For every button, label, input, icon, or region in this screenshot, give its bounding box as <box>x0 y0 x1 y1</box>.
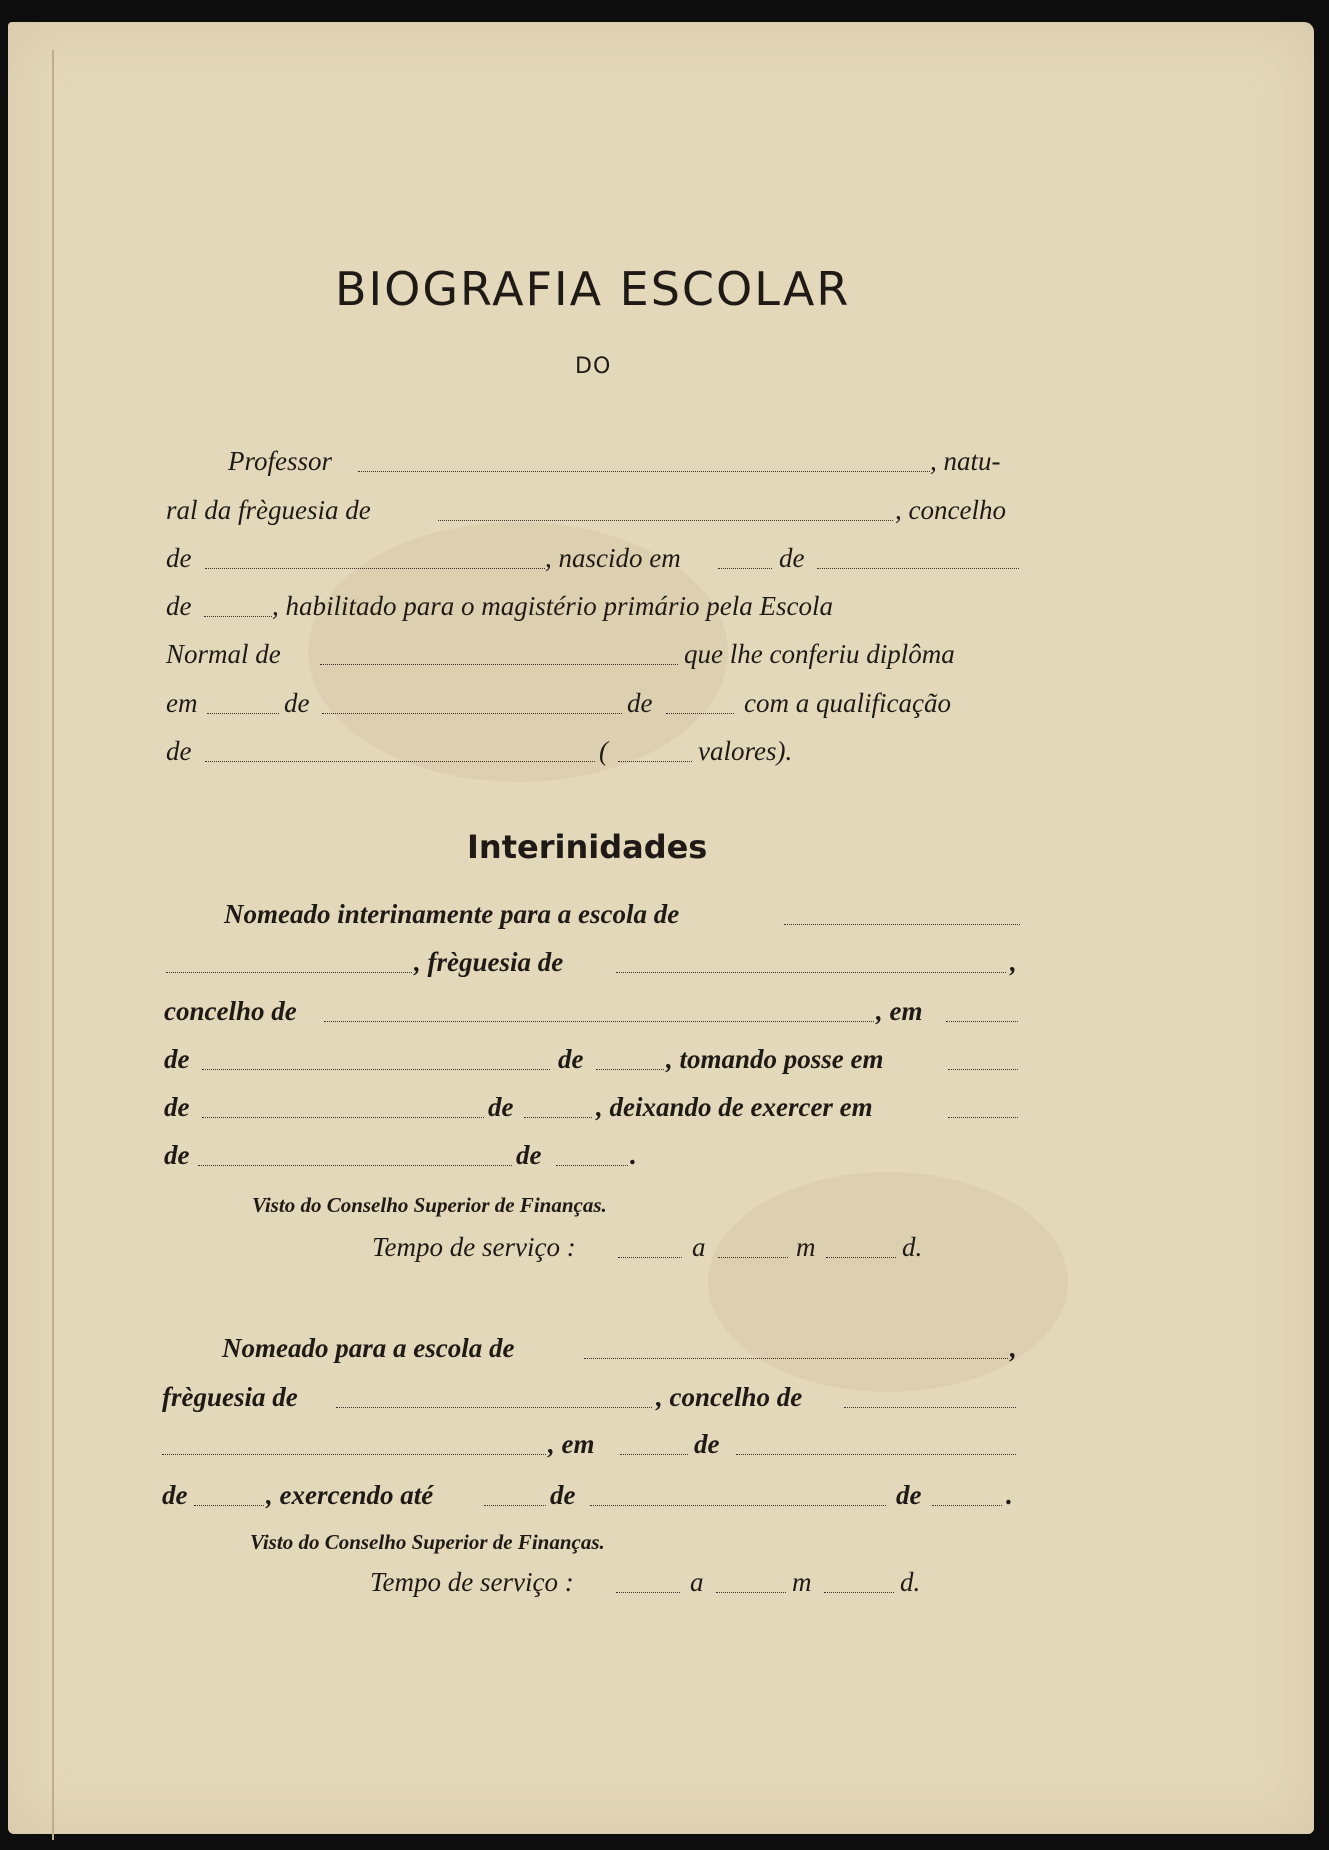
bio-text: ral da frèguesia de <box>166 495 371 525</box>
blank-field[interactable] <box>194 1505 264 1506</box>
blank-field[interactable] <box>198 1165 512 1166</box>
blank-field[interactable] <box>204 616 272 617</box>
bio-text: que lhe conferiu diplôma <box>684 639 955 669</box>
blank-field[interactable] <box>826 1257 896 1258</box>
blank-field[interactable] <box>202 1117 484 1118</box>
blank-field[interactable] <box>716 1592 786 1593</box>
bio-text: de <box>284 688 310 718</box>
blank-field[interactable] <box>202 1069 550 1070</box>
appointment-text: de <box>896 1480 922 1510</box>
blank-field[interactable] <box>358 471 930 472</box>
visto-note: Visto do Conselho Superior de Finanças. <box>250 1530 605 1554</box>
appointment-text: , exercendo até <box>266 1480 434 1510</box>
blank-field[interactable] <box>736 1454 1016 1455</box>
interim-text: de <box>164 1044 190 1074</box>
blank-field[interactable] <box>205 761 595 762</box>
blank-field[interactable] <box>590 1505 886 1506</box>
interim-text: , tomando posse em <box>666 1044 884 1074</box>
bio-text: de <box>166 736 192 766</box>
blank-field[interactable] <box>438 520 893 521</box>
blank-field[interactable] <box>556 1165 628 1166</box>
blank-field[interactable] <box>616 972 1006 973</box>
blank-field[interactable] <box>948 1069 1018 1070</box>
blank-field[interactable] <box>718 568 772 569</box>
blank-field[interactable] <box>324 1021 874 1022</box>
months-label: m <box>792 1567 812 1597</box>
blank-field[interactable] <box>620 1454 688 1455</box>
tempo-servico-label: Tempo de serviço : <box>370 1567 574 1597</box>
section-heading: Interinidades <box>467 828 708 866</box>
appointment-text: , concelho de <box>656 1382 803 1412</box>
appointment-text: de <box>550 1480 576 1510</box>
bio-text: de <box>166 543 192 573</box>
bio-text: , concelho <box>895 495 1006 525</box>
blank-field[interactable] <box>336 1407 652 1408</box>
blank-field[interactable] <box>205 568 545 569</box>
bio-text: ( <box>599 736 608 766</box>
interim-text: , frèguesia de <box>414 947 564 977</box>
blank-field[interactable] <box>618 761 692 762</box>
bio-professor-label: Professor <box>228 446 333 476</box>
blank-field[interactable] <box>584 1358 1008 1359</box>
blank-field[interactable] <box>784 924 1020 925</box>
bio-text: de <box>779 543 805 573</box>
bio-text: Normal de <box>166 639 281 669</box>
appointment-text: de <box>694 1429 720 1459</box>
blank-field[interactable] <box>484 1505 546 1506</box>
interim-text: , em <box>876 996 923 1026</box>
bio-text: com a qualificação <box>744 688 951 718</box>
bio-text: de <box>627 688 653 718</box>
appointment-text: , <box>1010 1333 1017 1363</box>
interim-text: , <box>1010 947 1017 977</box>
days-label: d. <box>902 1232 923 1262</box>
blank-field[interactable] <box>596 1069 664 1070</box>
blank-field[interactable] <box>162 1454 546 1455</box>
bio-text: , nascido em <box>545 543 681 573</box>
years-label: a <box>692 1232 706 1262</box>
bio-text: valores). <box>698 736 793 766</box>
interim-text: . <box>630 1140 637 1170</box>
interim-text: de <box>164 1092 190 1122</box>
years-label: a <box>690 1567 704 1597</box>
document-subtitle: DO <box>575 354 612 379</box>
blank-field[interactable] <box>322 713 622 714</box>
interim-text: concelho de <box>164 996 297 1026</box>
blank-field[interactable] <box>320 664 678 665</box>
blank-field[interactable] <box>718 1257 788 1258</box>
blank-field[interactable] <box>932 1505 1002 1506</box>
months-label: m <box>796 1232 816 1262</box>
interim-text: de <box>488 1092 514 1122</box>
blank-field[interactable] <box>618 1257 682 1258</box>
blank-field[interactable] <box>817 568 1019 569</box>
interim-text: Nomeado interinamente para a escola de <box>224 899 680 929</box>
interim-text: de <box>558 1044 584 1074</box>
blank-field[interactable] <box>166 972 412 973</box>
bio-text: de <box>166 591 192 621</box>
interim-text: de <box>164 1140 190 1170</box>
appointment-text: de <box>162 1480 188 1510</box>
visto-note: Visto do Conselho Superior de Finanças. <box>252 1193 607 1217</box>
appointment-text: , em <box>548 1429 595 1459</box>
blank-field[interactable] <box>666 713 734 714</box>
bio-text: , habilitado para o magistério primário pela Escola <box>272 591 834 621</box>
bio-text: em <box>166 688 198 718</box>
days-label: d. <box>900 1567 921 1597</box>
blank-field[interactable] <box>616 1592 680 1593</box>
interim-text: de <box>516 1140 542 1170</box>
blank-field[interactable] <box>524 1117 592 1118</box>
blank-field[interactable] <box>948 1117 1018 1118</box>
blank-field[interactable] <box>207 713 279 714</box>
blank-field[interactable] <box>946 1021 1018 1022</box>
appointment-text: . <box>1006 1480 1013 1510</box>
interim-text: , deixando de exercer em <box>596 1092 873 1122</box>
blank-field[interactable] <box>844 1407 1016 1408</box>
blank-field[interactable] <box>824 1592 894 1593</box>
bio-text: , natu- <box>930 446 1001 476</box>
document-title: BIOGRAFIA ESCOLAR <box>335 262 851 316</box>
appointment-text: Nomeado para a escola de <box>222 1333 515 1363</box>
appointment-text: frèguesia de <box>162 1382 298 1412</box>
page-fold-line <box>52 50 54 1840</box>
tempo-servico-label: Tempo de serviço : <box>372 1232 576 1262</box>
